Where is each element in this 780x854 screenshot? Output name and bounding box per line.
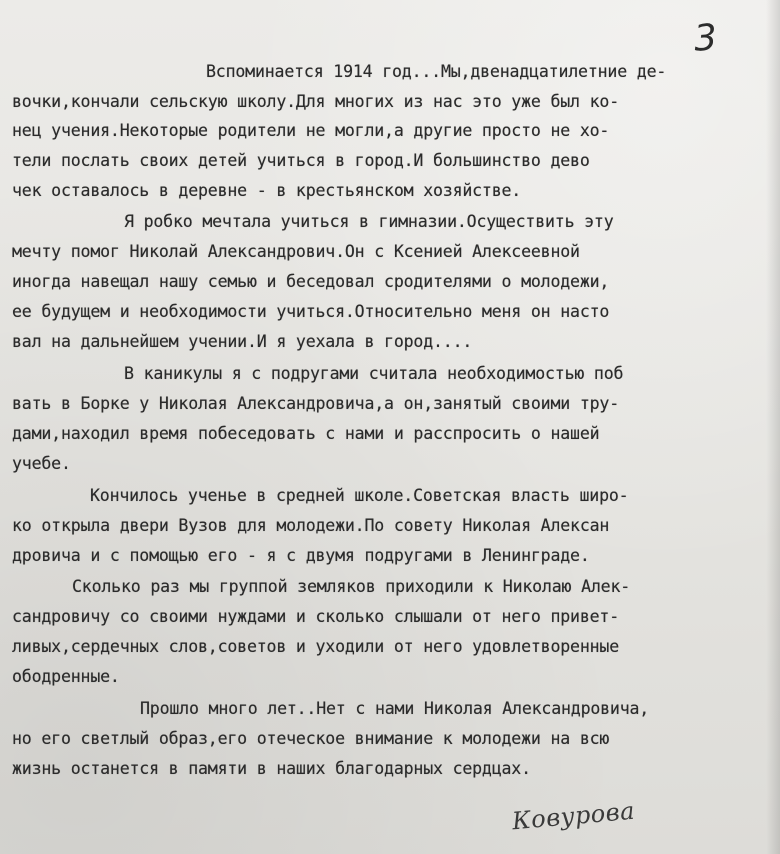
text-line: В каникулы я с подругами считала необходимостью поб [124,364,624,383]
page-edge-shadow [766,0,780,854]
text-line: сандровичу со своими нуждами и сколько слышали от него привет- [12,607,619,626]
text-line: Прошло много лет..Нет с нами Николая Александровича, [140,699,650,718]
text-line: Сколько раз мы группой земляков приходили к Николаю Алек- [72,577,631,596]
text-line: дровича и с помощью его - я с двумя подругами в Ленинграде. [12,546,590,565]
text-line: чек оставалось в деревне - в крестьянском хозяйстве. [12,181,522,200]
text-line: Вспоминается 1914 год...Мы,двенадцатилетние де- [206,62,667,81]
text-line: мечту помог Николай Александрович.Он с Ксенией Алексеевной [12,242,580,261]
text-line: ее будущем и необходимости учиться.Относительно меня он насто [12,302,610,321]
text-line: ливых,сердечных слов,советов и уходили от него удовлетворенные [12,637,619,656]
text-line: ободренные. [12,667,120,686]
text-line: ко открыла двери Вузов для молодежи.По совету Николая Алексан [12,516,610,535]
text-line: вал на дальнейшем учении.И я уехала в город.... [12,332,473,351]
page-number: 3 [692,17,719,60]
text-line: вать в Борке у Николая Александровича,а он,занятый своими тру- [12,394,619,413]
handwritten-signature: Ковурова [511,796,637,836]
text-line: но его светлый образ,его отеческое внимание к молодежи на всю [12,729,610,748]
text-line: Кончилось ученье в средней школе.Советская власть широ- [90,486,629,505]
text-line: дами,находил время побеседовать с нами и расспросить о нашей [12,424,600,443]
text-line: учебе. [12,454,71,473]
text-line: иногда навещал нашу семью и беседовал сродителями о молодежи, [12,272,610,291]
text-line: Я робко мечтала учиться в гимназии.Осуществить эту [124,212,614,231]
text-line: вочки,кончали сельскую школу.Для многих из нас это уже был ко- [12,92,619,111]
text-line: жизнь останется в памяти в наших благодарных сердцах. [12,759,531,778]
text-line: тели послать своих детей учиться в город.И большинство дево [12,151,590,170]
text-line: нец учения.Некоторые родители не могли,а другие просто не хо- [12,121,610,140]
